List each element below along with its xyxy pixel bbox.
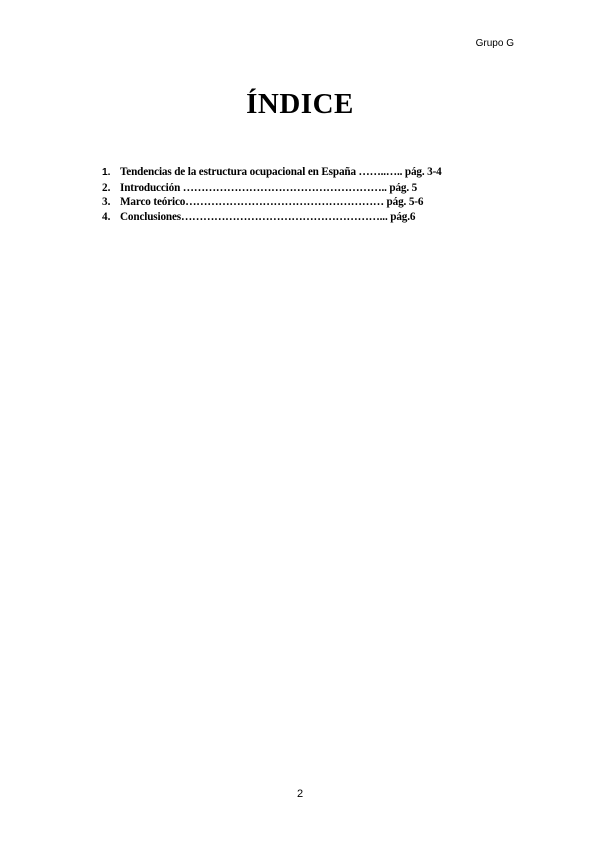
toc-entry-text: Marco teórico……………………………………………… pág. 5-6 (120, 196, 424, 208)
toc-entry-number: 1. (102, 167, 111, 178)
toc-entry-number: 3. (102, 196, 111, 208)
toc-entry (102, 165, 492, 181)
toc-entry-number: 2. (102, 181, 111, 194)
toc-entry-text: Conclusiones………………………………………………... pág.6 (120, 210, 416, 223)
page-title: ÍNDICE (246, 88, 354, 120)
table-of-contents (102, 165, 492, 224)
header-group-label: Grupo G (475, 38, 514, 49)
page-number: 2 (296, 788, 304, 800)
toc-entry (102, 195, 492, 210)
toc-entry-text: Introducción ……………………………………………….. pág. 5 (120, 181, 418, 194)
toc-entry-text: Tendencias de la estructura ocupacional en España ……..….. pág. 3-4 (120, 166, 442, 178)
toc-entry (102, 210, 492, 225)
toc-entry (102, 181, 492, 196)
toc-entry-number: 4. (102, 210, 111, 223)
